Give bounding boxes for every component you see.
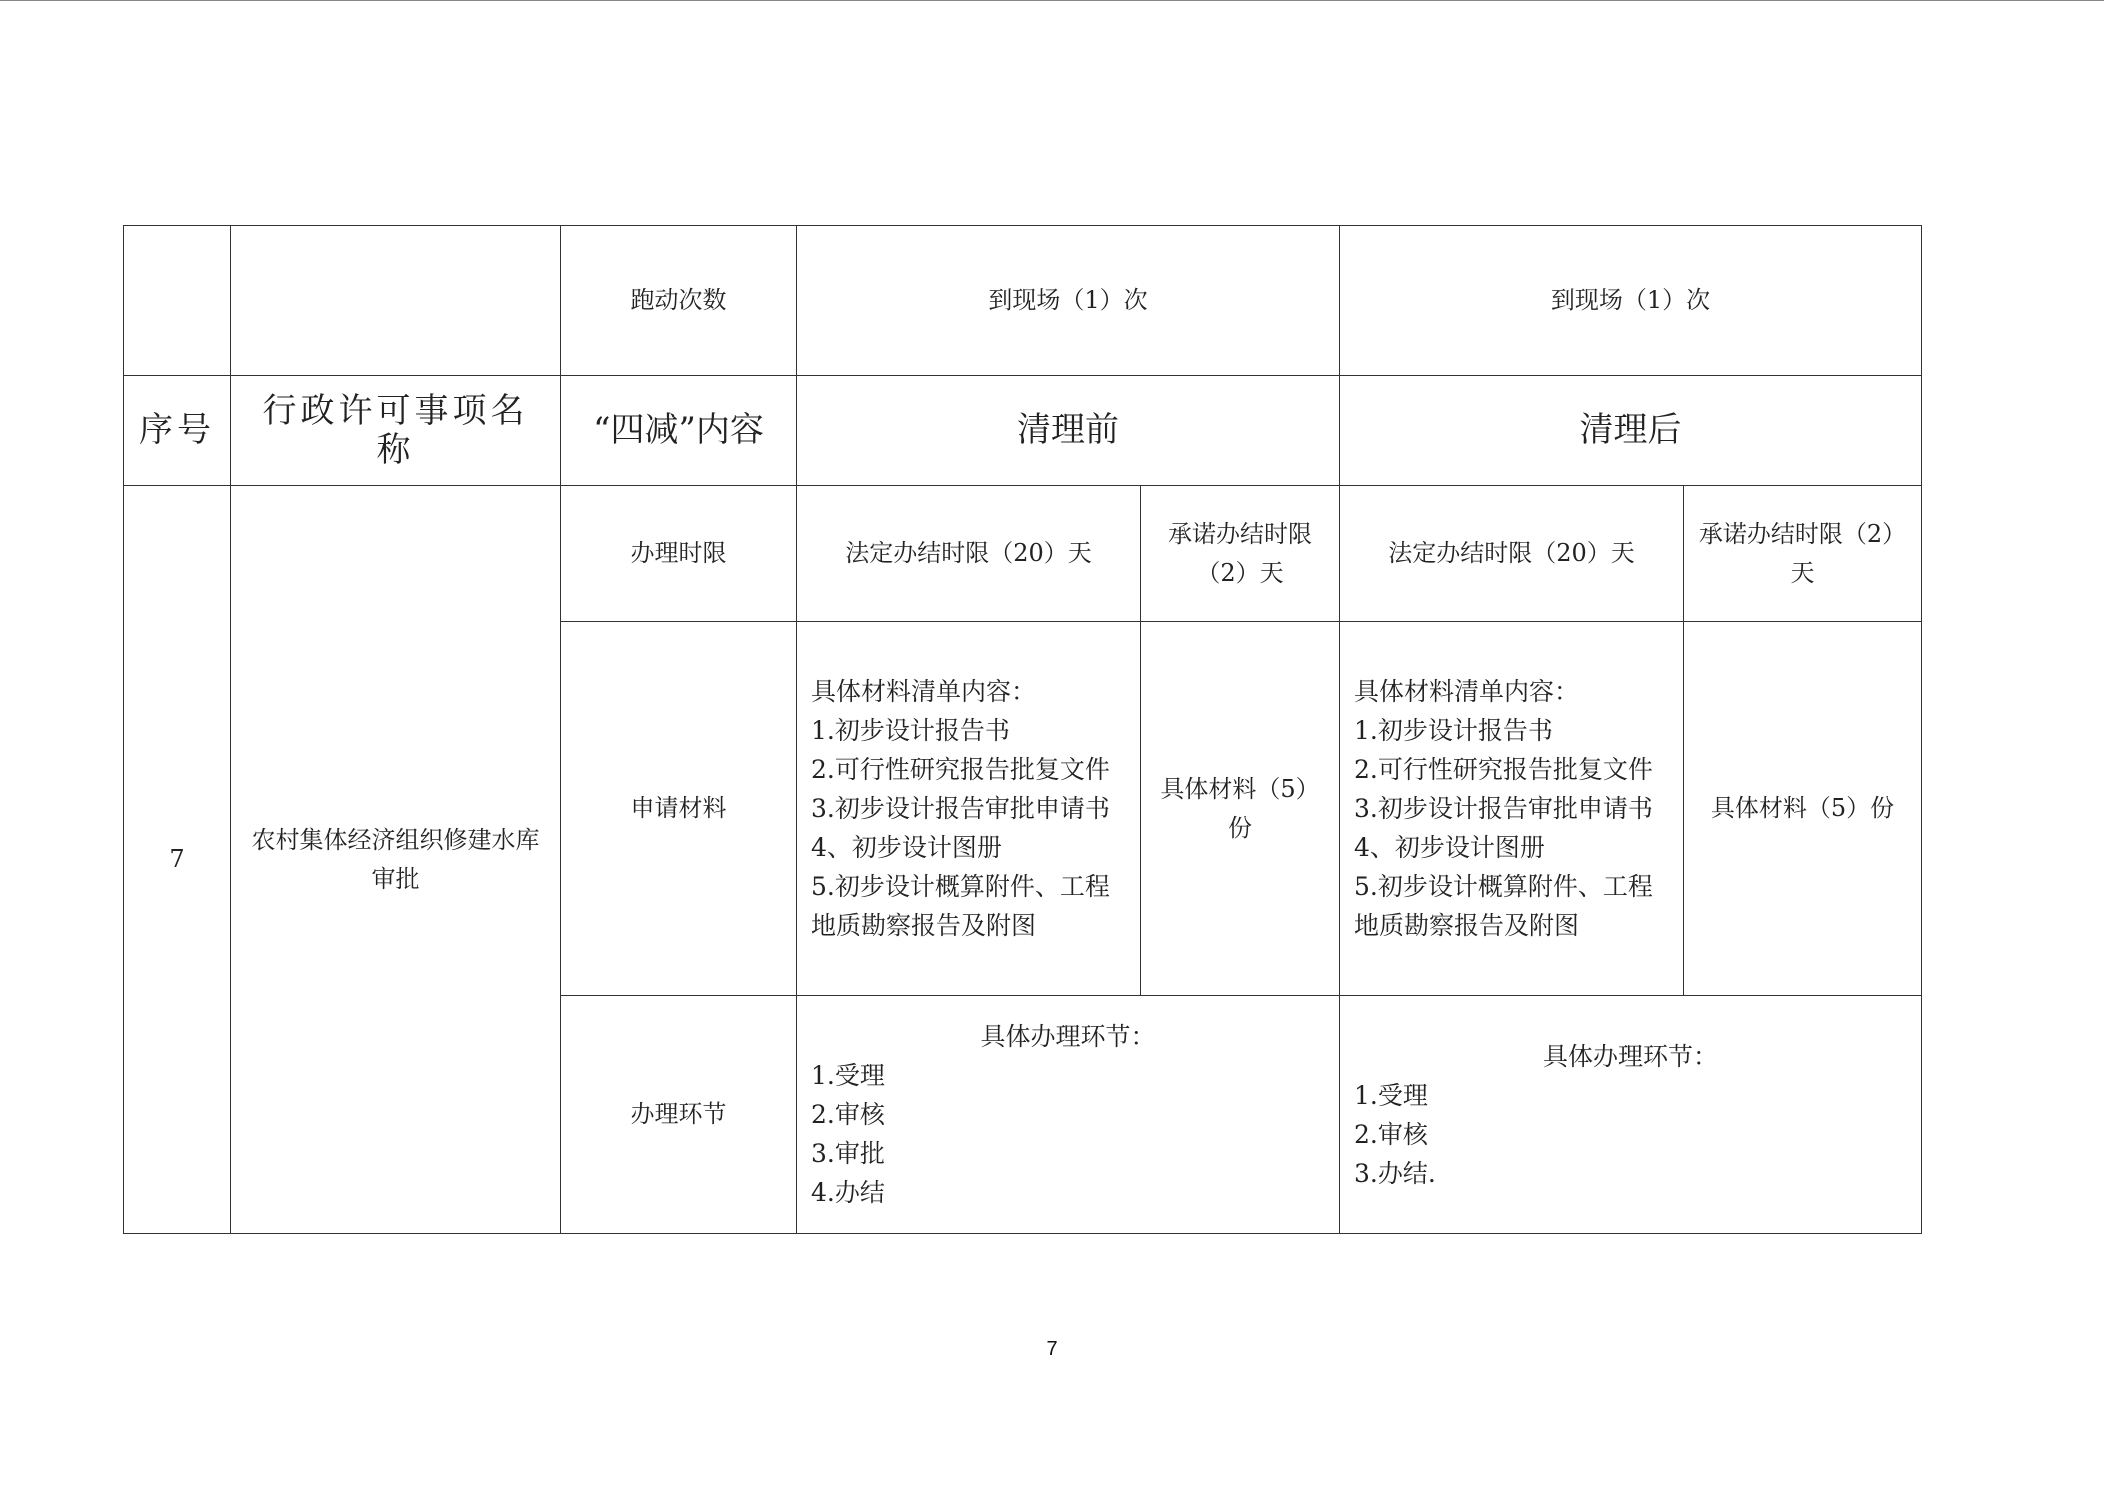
after-materials-count: 具体材料（5）份 [1684,622,1922,996]
four-reductions-table [123,225,1922,1234]
before-legal-time-limit: 法定办结时限（20）天 [797,486,1141,622]
header-after: 清理后 [1340,376,1922,486]
top-border-line [0,0,2104,1]
list-item: 1.受理 [1354,1080,1428,1110]
before-procedure-list [797,996,1340,1234]
after-promised-time-limit: 承诺办结时限（2）天 [1684,486,1922,622]
list-item: 4、初步设计图册 [1354,833,1545,862]
list-item: 2.可行性研究报告批复文件 [1354,755,1653,784]
list-item: 1.初步设计报告书 [1354,716,1553,745]
run-count-after: 到现场（1）次 [1340,226,1922,376]
procedure-label: 办理环节 [561,996,797,1234]
list-item: 4.办结 [811,1178,885,1207]
run-count-label: 跑动次数 [561,226,797,376]
after-procedure-list [1340,996,1922,1234]
before-procedure-title: 具体办理环节： [980,1022,1156,1051]
list-item: 3.审批 [811,1139,885,1168]
empty-name-cell [231,226,561,376]
list-item: 2.审核 [811,1100,885,1129]
after-legal-time-limit: 法定办结时限（20）天 [1340,486,1684,622]
list-item: 1.受理 [811,1061,885,1090]
before-materials-count: 具体材料（5）份 [1141,622,1340,996]
list-item: 1.初步设计报告书 [811,716,1010,745]
run-count-row [124,226,1922,376]
after-materials-title: 具体材料清单内容： [1354,677,1580,706]
before-promised-time-limit: 承诺办结时限（2）天 [1141,486,1340,622]
time-limit-label: 办理时限 [561,486,797,622]
header-row [124,376,1922,486]
list-item: 3.办结. [1354,1158,1436,1188]
list-item: 3.初步设计报告审批申请书 [811,794,1110,823]
after-materials-list [1340,622,1684,996]
empty-seq-cell [124,226,231,376]
item-seq: 7 [124,486,231,1234]
run-count-before: 到现场（1）次 [797,226,1340,376]
header-before: 清理前 [797,376,1340,486]
materials-label: 申请材料 [561,622,797,996]
time-limit-row [124,486,1922,622]
page-number: 7 [1046,1338,1058,1360]
list-item: 2.可行性研究报告批复文件 [811,755,1110,784]
list-item: 3.初步设计报告审批申请书 [1354,794,1653,823]
list-item: 5.初步设计概算附件、工程地质勘察报告及附图 [1354,872,1653,940]
list-item: 5.初步设计概算附件、工程地质勘察报告及附图 [811,872,1110,940]
before-materials-list [797,622,1141,996]
after-procedure-title: 具体办理环节： [1542,1041,1718,1071]
header-four-reductions: “四减”内容 [561,376,797,486]
item-name: 农村集体经济组织修建水库审批 [231,486,561,1234]
before-materials-title: 具体材料清单内容： [811,677,1037,706]
header-seq: 序号 [124,376,231,486]
header-item-name: 行政许可事项名称 [231,376,561,486]
list-item: 4、初步设计图册 [811,833,1002,862]
list-item: 2.审核 [1354,1119,1428,1149]
